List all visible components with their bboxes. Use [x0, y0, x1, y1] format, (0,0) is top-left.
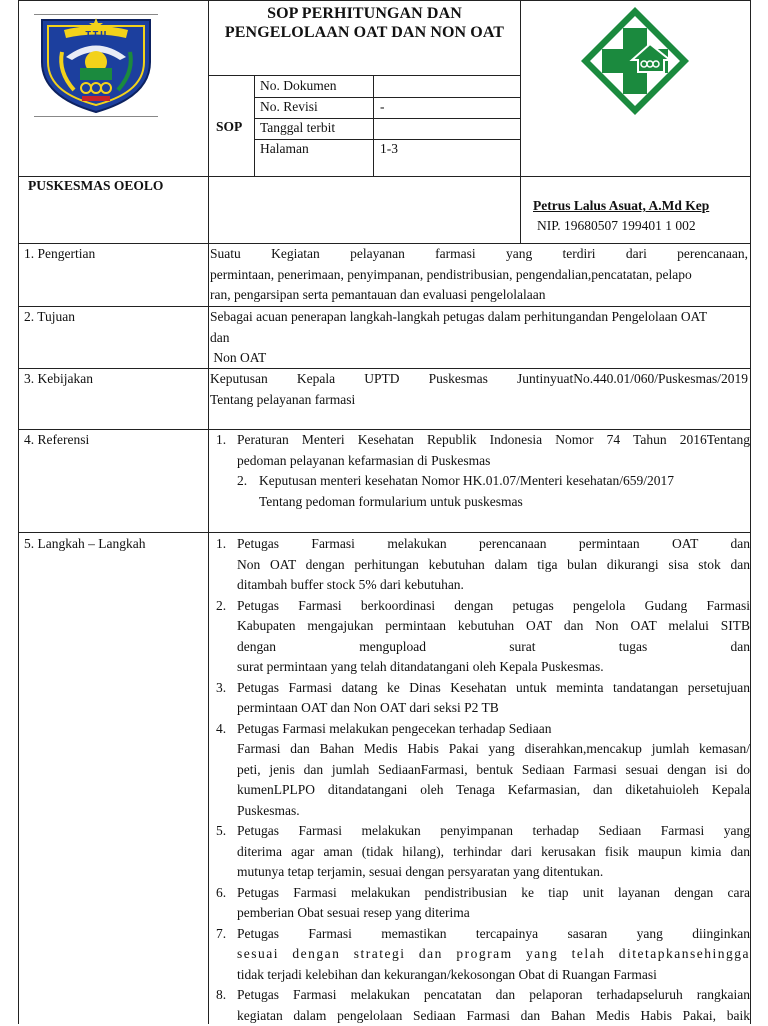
- langkah-item-number: 5.: [216, 821, 226, 842]
- langkah-item: [216, 678, 750, 719]
- langkah-item: [216, 924, 750, 986]
- doc-field-value-no-revisi: -: [380, 97, 385, 117]
- langkah-line: tidak terjadi kelebihan dan kekurangan/kekosongan Obat di Ruangan Farmasi: [237, 965, 750, 986]
- tujuan-line: Non OAT: [210, 348, 750, 369]
- langkah-line: Kabupaten mengajukan permintaan kebutuhan OAT dan Non OAT melalui SITB: [237, 616, 750, 637]
- langkah-line: diterima agar aman (tidak hilang), terhindar dari kerusakan fisik maupun kimia dan: [237, 842, 750, 863]
- langkah-line: dengan mengupload surat tugas dan: [237, 637, 750, 658]
- referensi-item-number: 1.: [216, 430, 226, 451]
- langkah-line: Petugas Farmasi datang ke Dinas Kesehatan untuk meminta tandatangan persetujuan: [237, 678, 750, 699]
- pengertian-line: permintaan, penerimaan, penyimpanan, pendistribusian, pengendalian,pencatatan, pelapo: [210, 265, 748, 286]
- pengertian-line: Suatu Kegiatan pelayanan farmasi yang terdiri dari perencanaan,: [210, 244, 748, 265]
- kebijakan-text: [210, 369, 748, 410]
- langkah-line: Petugas Farmasi melakukan pencatatan dan pelaporan terhadapseluruh rangkaian: [237, 985, 750, 1006]
- langkah-line: ditambah buffer stock 5% dari kebutuhan.: [237, 575, 750, 596]
- referensi-line: Peraturan Menteri Kesehatan Republik Indonesia Nomor 74 Tahun 2016Tentang: [237, 430, 750, 451]
- tujuan-line: dan: [210, 328, 750, 349]
- langkah-line: Non OAT dengan perhitungan kebutuhan dalam tiga bulan dikurangi sisa stok dan: [237, 555, 750, 576]
- langkah-line: Petugas Farmasi melakukan penyimpanan terhadap Sediaan Farmasi yang: [237, 821, 750, 842]
- langkah-line: pemberian Obat sesuai resep yang diterima: [237, 903, 750, 924]
- langkah-item-number: 2.: [216, 596, 226, 617]
- doc-field-label-halaman: Halaman: [260, 139, 309, 159]
- langkah-item: [216, 596, 750, 678]
- pengertian-text: [210, 244, 748, 306]
- langkah-line: kumenLPLPO ditandatangani oleh Tenaga Kefarmasian, dan diketahuioleh Kepala: [237, 780, 750, 801]
- langkah-item-number: 4.: [216, 719, 226, 740]
- label-tujuan: 2. Tujuan: [24, 307, 75, 328]
- langkah-item-number: 7.: [216, 924, 226, 945]
- langkah-line: Petugas Farmasi memastikan tercapainya sasaran yang diinginkan: [237, 924, 750, 945]
- langkah-line: sesuai dengan strategi dan program yang telah ditetapkansehingga: [237, 944, 750, 965]
- referensi-item-number: 2.: [237, 471, 247, 492]
- langkah-line: permintaan OAT dan Non OAT dari seksi P2 TB: [237, 698, 750, 719]
- sop-title-line-2: PENGELOLAAN OAT DAN NON OAT: [209, 23, 520, 42]
- sop-title: [209, 4, 520, 42]
- langkah-item: [216, 883, 750, 924]
- langkah-item-number: 3.: [216, 678, 226, 699]
- kebijakan-line: Keputusan Kepala UPTD Puskesmas JuntinyuatNo.440.01/060/Puskesmas/2019: [210, 369, 748, 390]
- doc-field-label-no-dokumen: No. Dokumen: [260, 76, 337, 96]
- doc-field-label-no-revisi: No. Revisi: [260, 97, 318, 117]
- langkah-item-number: 1.: [216, 534, 226, 555]
- langkah-item: [216, 534, 750, 596]
- signer-nip: NIP. 19680507 199401 1 002: [537, 216, 696, 237]
- langkah-line: peti, jenis dan jumlah SediaanFarmasi, bentuk Sediaan Farmasi sesuai dengan isi do: [237, 760, 750, 781]
- tujuan-text: [210, 307, 750, 369]
- label-referensi: 4. Referensi: [24, 430, 89, 451]
- sop-title-line-1: SOP PERHITUNGAN DAN: [209, 4, 520, 23]
- langkah-line: Petugas Farmasi berkoordinasi dengan petugas pengelola Gudang Farmasi: [237, 596, 750, 617]
- label-langkah: 5. Langkah – Langkah: [24, 534, 145, 555]
- langkah-line: surat permintaan yang telah ditandatangani oleh Kepala Puskesmas.: [237, 657, 750, 678]
- langkah-line: Farmasi dan Bahan Medis Habis Pakai yang diserahkan,mencakup jumlah kemasan/: [237, 739, 750, 760]
- referensi-line: Keputusan menteri kesehatan Nomor HK.01.07/Menteri kesehatan/659/2017: [259, 471, 749, 492]
- langkah-item: [216, 719, 750, 822]
- langkah-line: Puskesmas.: [237, 801, 750, 822]
- doc-field-value-halaman: 1-3: [380, 139, 398, 159]
- langkah-item: [216, 985, 750, 1026]
- signer-name: Petrus Lalus Asuat, A.Md Kep: [533, 196, 709, 217]
- referensi-item: [237, 471, 749, 512]
- langkah-item: [216, 821, 750, 883]
- org-name: PUSKESMAS OEOLO: [28, 176, 163, 197]
- puskesmas-logo: [578, 4, 692, 118]
- langkah-line: Petugas Farmasi melakukan pendistribusian ke tiap unit layanan dengan cara: [237, 883, 750, 904]
- pengertian-line: ran, pengarsipan serta pemantauan dan evaluasi pengelolalaan: [210, 285, 748, 306]
- sop-label: SOP: [216, 117, 242, 137]
- crest-banner-text: T.T.U: [85, 30, 106, 39]
- tujuan-line: Sebagai acuan penerapan langkah-langkah petugas dalam perhitungandan Pengelolaan OAT: [210, 307, 750, 328]
- referensi-line: pedoman pelayanan kefarmasian di Puskesmas: [237, 451, 750, 472]
- kebijakan-line: Tentang pelayanan farmasi: [210, 390, 748, 411]
- langkah-line: Petugas Farmasi melakukan pengecekan terhadap Sediaan: [237, 719, 750, 740]
- langkah-list: [216, 534, 750, 1026]
- langkah-item-number: 6.: [216, 883, 226, 904]
- langkah-item-number: 8.: [216, 985, 226, 1006]
- label-pengertian: 1. Pengertian: [24, 244, 95, 265]
- referensi-line: Tentang pedoman formularium untuk puskesmas: [259, 492, 749, 513]
- label-kebijakan: 3. Kebijakan: [24, 369, 93, 390]
- referensi-item: [216, 430, 750, 471]
- langkah-line: mutunya tetap terjamin, sesuai dengan persyaratan yang ditentukan.: [237, 862, 750, 883]
- langkah-line: kegiatan dalam pengelolaan Sediaan Farmasi dan Bahan Medis Habis Pakai, baik: [237, 1006, 750, 1026]
- regency-crest-logo: [34, 12, 158, 114]
- langkah-line: Petugas Farmasi melakukan perencanaan permintaan OAT dan: [237, 534, 750, 555]
- doc-field-label-tanggal-terbit: Tanggal terbit: [260, 118, 335, 138]
